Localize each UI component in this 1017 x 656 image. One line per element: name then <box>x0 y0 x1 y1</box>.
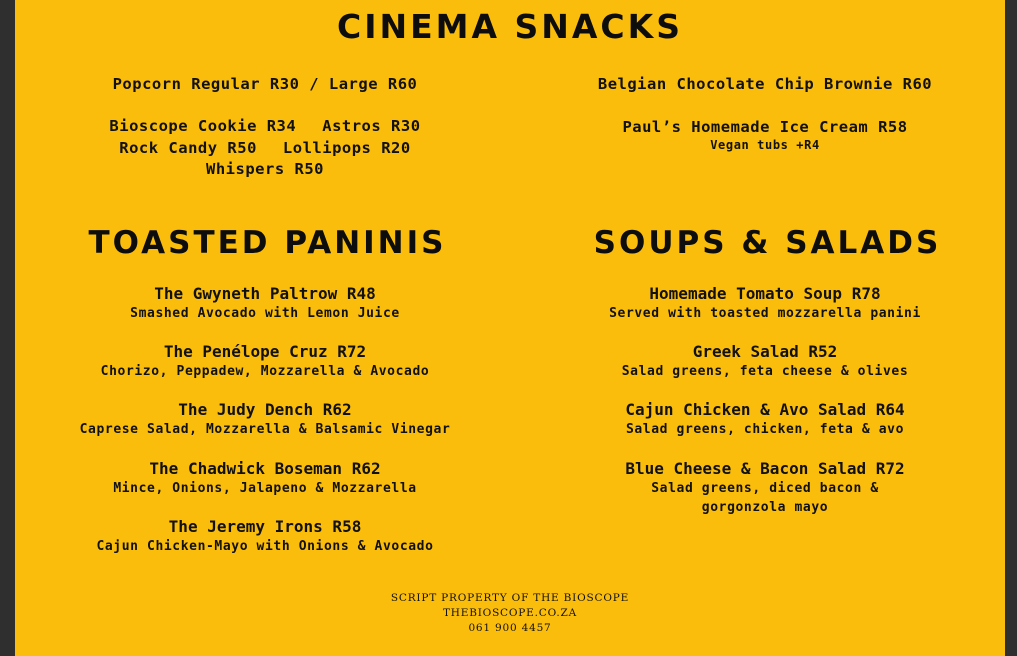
salad-description: Salad greens, chicken, feta & avo <box>625 422 905 437</box>
panini-title: The Chadwick Boseman R62 <box>149 459 381 478</box>
panini-item <box>15 400 515 439</box>
salad-title: Cajun Chicken & Avo Salad R64 <box>625 400 905 419</box>
whispers-label: Whispers R50 <box>206 160 324 178</box>
bioscope-cookie-label: Bioscope Cookie R34 <box>109 117 297 135</box>
toasted-paninis-heading: TOASTED PANINIS <box>88 225 447 261</box>
salad-item <box>515 342 1015 381</box>
panini-title: The Judy Dench R62 <box>178 400 352 419</box>
panini-description: Cajun Chicken-Mayo with Onions & Avocado <box>96 539 434 554</box>
panini-description: Smashed Avocado with Lemon Juice <box>130 306 400 321</box>
ice-cream-item <box>515 117 1015 153</box>
panini-item <box>15 517 515 556</box>
snack-row-2 <box>15 138 515 159</box>
salad-item <box>515 400 1015 439</box>
panini-title: The Gwyneth Paltrow R48 <box>154 284 376 303</box>
ice-cream-title: Paul’s Homemade Ice Cream R58 <box>622 118 908 136</box>
popcorn-item <box>15 74 515 95</box>
panini-description: Mince, Onions, Jalapeno & Mozzarella <box>113 481 417 496</box>
salad-description: Salad greens, diced bacon & <box>651 481 879 496</box>
ice-cream-note: Vegan tubs +R4 <box>710 138 820 152</box>
snack-row-1 <box>15 116 515 137</box>
salad-title: Blue Cheese & Bacon Salad R72 <box>625 459 905 478</box>
rock-candy-label: Rock Candy R50 <box>119 139 257 157</box>
panini-title: The Penélope Cruz R72 <box>163 342 367 361</box>
panini-title: The Jeremy Irons R58 <box>168 517 362 536</box>
footer-website: THEBIOSCOPE.CO.ZA <box>442 607 578 619</box>
salad-description: Served with toasted mozzarella panini <box>609 306 921 321</box>
salad-item <box>515 284 1015 323</box>
panini-description: Chorizo, Peppadew, Mozzarella & Avocado <box>100 364 430 379</box>
soups-salads-heading: SOUPS & SALADS <box>593 225 942 261</box>
snack-row-3 <box>15 159 515 180</box>
brownie-item <box>515 74 1015 95</box>
panini-item <box>15 342 515 381</box>
panini-item <box>15 284 515 323</box>
lollipops-label: Lollipops R20 <box>282 139 411 157</box>
brownie-label: Belgian Chocolate Chip Brownie R60 <box>597 75 933 93</box>
salad-title: Greek Salad R52 <box>692 342 838 361</box>
salad-item <box>515 459 1015 517</box>
footer-phone: 061 900 4457 <box>468 622 552 634</box>
popcorn-label: Popcorn Regular R30 / Large R60 <box>112 75 418 93</box>
menu-page <box>15 0 1005 656</box>
cinema-snacks-heading: CINEMA SNACKS <box>336 7 683 46</box>
footer <box>15 591 1005 636</box>
salad-description-line-2: gorgonzola mayo <box>701 500 829 515</box>
footer-property-line: SCRIPT PROPERTY OF THE BIOSCOPE <box>390 592 630 604</box>
panini-description: Caprese Salad, Mozzarella & Balsamic Vinegar <box>79 422 451 437</box>
salad-title: Homemade Tomato Soup R78 <box>649 284 881 303</box>
panini-item <box>15 459 515 498</box>
salad-description: Salad greens, feta cheese & olives <box>621 364 909 379</box>
astros-label: Astros R30 <box>322 117 421 135</box>
